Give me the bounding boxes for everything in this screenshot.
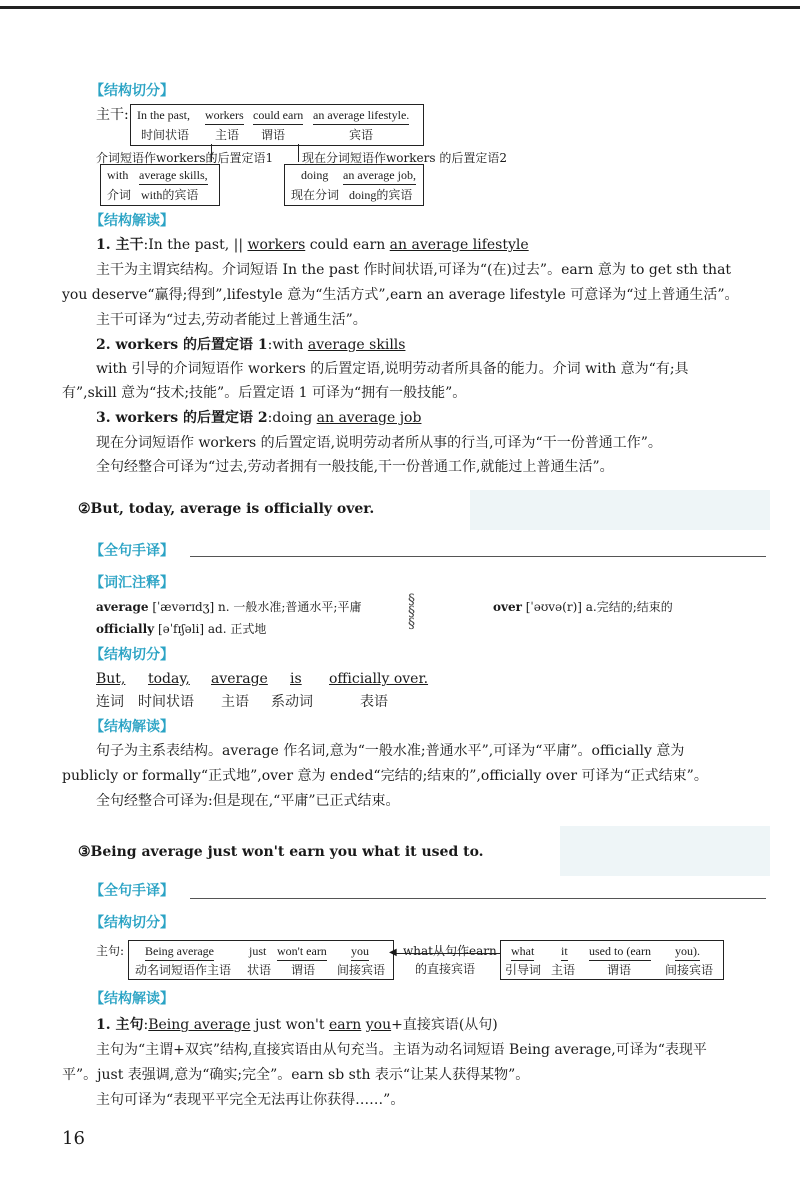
tag-structure-explain: 【结构解读】 bbox=[90, 991, 174, 1007]
role: 谓语 bbox=[291, 963, 316, 977]
point-number: 1. 主句 bbox=[96, 1017, 144, 1033]
paragraph: 主干可译为“过去,劳动者能过上普通生活”。 bbox=[96, 312, 367, 328]
text: :with bbox=[267, 337, 308, 353]
point-number: 1. 主干 bbox=[96, 237, 144, 253]
role: 连词 bbox=[96, 694, 124, 710]
modifier2-box bbox=[284, 164, 424, 206]
tag-structure-split: 【结构切分】 bbox=[90, 647, 174, 663]
faint-print-area bbox=[560, 826, 770, 876]
tag-structure-explain: 【结构解读】 bbox=[90, 719, 174, 735]
paragraph: 主干为主谓宾结构。介词短语 In the past 作时间状语,可译为“(在)过去”。earn 意为 to get sth that bbox=[96, 262, 732, 278]
paragraph: 全句经整合可译为“过去,劳动者拥有一般技能,干一份普通工作,就能过上普通生活”。 bbox=[96, 459, 614, 475]
role: 宾语 bbox=[349, 128, 374, 142]
paragraph: 句子为主系表结构。average 作名词,意为“一般水准;普通水平”,可译为“平庸”。officially 意为 bbox=[96, 743, 685, 759]
main-clause-label: 主句: bbox=[96, 944, 125, 958]
role: 现在分词 bbox=[291, 188, 340, 202]
faint-print-area bbox=[470, 490, 770, 530]
paragraph: 全句经整合可译为:但是现在,“平庸”已正式结束。 bbox=[96, 793, 400, 809]
point-heading bbox=[96, 236, 529, 254]
tag-translate: 【全句手译】 bbox=[90, 883, 174, 899]
word: officially over. bbox=[329, 671, 429, 687]
word: But, bbox=[96, 671, 126, 687]
role: 时间状语 bbox=[141, 128, 190, 142]
arrow-up bbox=[298, 144, 299, 162]
word: an average job, bbox=[343, 168, 416, 185]
text: an average lifestyle bbox=[389, 237, 529, 253]
point-heading bbox=[96, 409, 421, 427]
text: average skills bbox=[307, 337, 406, 353]
word: used to (earn bbox=[589, 944, 651, 961]
answer-blank[interactable] bbox=[190, 556, 766, 557]
text: :doing bbox=[267, 410, 317, 426]
arrow-line bbox=[392, 953, 500, 954]
paragraph: 主句为“主谓+双宾”结构,直接宾语由从句充当。主语为动名词短语 Being average,可译为“表现平 bbox=[96, 1042, 707, 1058]
word: is bbox=[290, 671, 302, 687]
word: could earn bbox=[253, 108, 303, 125]
word: In the past, bbox=[137, 108, 190, 122]
sentence-heading: ②But, today, average is officially over. bbox=[78, 501, 375, 517]
tag-vocab: 【词汇注释】 bbox=[90, 575, 174, 591]
word: average bbox=[211, 671, 268, 687]
text: workers bbox=[247, 237, 306, 253]
point-heading bbox=[96, 1016, 498, 1034]
paragraph: 有”,skill 意为“技术;技能”。后置定语 1 可译为“拥有一般技能”。 bbox=[62, 385, 467, 401]
paragraph: 主句可译为“表现平平完全无法再让你获得……”。 bbox=[96, 1092, 405, 1108]
arrow-head-icon: ◀ bbox=[389, 947, 397, 958]
word: average skills, bbox=[139, 168, 208, 185]
role: 间接宾语 bbox=[665, 963, 714, 977]
word: Being average bbox=[145, 944, 214, 961]
word: you bbox=[351, 944, 369, 961]
role: 谓语 bbox=[261, 128, 286, 142]
main-clause-box bbox=[130, 104, 424, 146]
text: +直接宾语(从句) bbox=[391, 1017, 498, 1033]
word: workers bbox=[205, 108, 244, 125]
role: 表语 bbox=[360, 694, 388, 710]
role: 间接宾语 bbox=[337, 963, 386, 977]
text: : bbox=[143, 1017, 149, 1033]
role: 谓语 bbox=[607, 963, 632, 977]
vocab-entry bbox=[96, 598, 361, 615]
text: Being average bbox=[148, 1017, 251, 1033]
vocab-def: [əˈfɪʃəli] ad. 正式地 bbox=[154, 622, 267, 636]
top-rule bbox=[0, 6, 800, 9]
text: just won't bbox=[250, 1017, 329, 1033]
vocab-word: over bbox=[493, 600, 522, 614]
vocab-word: officially bbox=[96, 622, 155, 636]
tag-structure-explain: 【结构解读】 bbox=[90, 213, 174, 229]
text: could earn bbox=[305, 237, 390, 253]
paragraph: 平”。just 表强调,意为“确实;完全”。earn sb sth 表示“让某人获得某物”。 bbox=[62, 1067, 530, 1083]
clause-box bbox=[500, 940, 724, 980]
text: :In the past, || bbox=[143, 237, 248, 253]
word: with bbox=[107, 168, 129, 182]
role: 系动词 bbox=[271, 694, 313, 710]
main-clause-label: 主干: bbox=[96, 107, 129, 123]
word: an average lifestyle. bbox=[313, 108, 409, 125]
role: 引导词 bbox=[505, 963, 542, 977]
paragraph: with 引导的介词短语作 workers 的后置定语,说明劳动者所具备的能力。介词 with 意为“有;具 bbox=[96, 361, 689, 377]
modifier2-caption: 现在分词短语作workers 的后置定语2 bbox=[302, 151, 507, 165]
word: what bbox=[511, 944, 534, 961]
answer-blank[interactable] bbox=[190, 898, 766, 899]
word: won't earn bbox=[277, 944, 327, 961]
tag-translate: 【全句手译】 bbox=[90, 543, 174, 559]
role: 主语 bbox=[215, 128, 240, 142]
vocab-entry bbox=[96, 620, 266, 637]
tag-structure-split: 【结构切分】 bbox=[90, 83, 174, 99]
text: an average job bbox=[316, 410, 422, 426]
point-number: 2. workers 的后置定语 1 bbox=[96, 337, 268, 353]
word: you). bbox=[675, 944, 700, 961]
split-words bbox=[96, 670, 125, 688]
word: today, bbox=[148, 671, 190, 687]
word: doing bbox=[301, 168, 329, 182]
page-number: 16 bbox=[62, 1128, 85, 1149]
vocab-def: [ˈævərɪdʒ] n. 一般水准;普通水平;平庸 bbox=[148, 600, 362, 614]
role: doing的宾语 bbox=[349, 188, 413, 202]
role: 介词 bbox=[107, 188, 132, 202]
role: 主语 bbox=[551, 963, 576, 977]
role: 动名词短语作主语 bbox=[135, 963, 232, 977]
word: just bbox=[249, 944, 267, 958]
vocab-entry bbox=[493, 598, 673, 615]
wavy-divider: § § § bbox=[408, 592, 415, 632]
text: you bbox=[365, 1017, 392, 1033]
modifier1-caption: 介词短语作workers的后置定语1 bbox=[96, 151, 274, 165]
role: with的宾语 bbox=[141, 188, 199, 202]
tag-structure-split: 【结构切分】 bbox=[90, 915, 174, 931]
paragraph: 现在分词短语作 workers 的后置定语,说明劳动者所从事的行当,可译为“干一份普通工作”。 bbox=[96, 435, 662, 451]
vocab-word: average bbox=[96, 600, 149, 614]
paragraph: publicly or formally“正式地”,over 意为 ended“完结的;结束的”,officially over 可译为“正式结束”。 bbox=[62, 768, 708, 784]
main-clause-box bbox=[128, 940, 394, 980]
vocab-def: [ˈəʊvə(r)] a.完结的;结束的 bbox=[521, 600, 673, 614]
sentence-heading: ③Being average just won't earn you what it used to. bbox=[78, 844, 484, 860]
word: it bbox=[561, 944, 568, 961]
role: 主语 bbox=[221, 694, 249, 710]
paragraph: you deserve“赢得;得到”,lifestyle 意为“生活方式”,earn an average lifestyle 可意译为“过上普通生活”。 bbox=[62, 287, 739, 303]
modifier1-box bbox=[100, 164, 220, 206]
arrow-caption: 的直接宾语 bbox=[415, 962, 476, 976]
role: 状语 bbox=[247, 963, 272, 977]
text: earn bbox=[328, 1017, 362, 1033]
point-number: 3. workers 的后置定语 2 bbox=[96, 410, 268, 426]
point-heading bbox=[96, 336, 405, 354]
arrow-caption: what从句作earn bbox=[403, 944, 497, 958]
role: 时间状语 bbox=[138, 694, 194, 710]
